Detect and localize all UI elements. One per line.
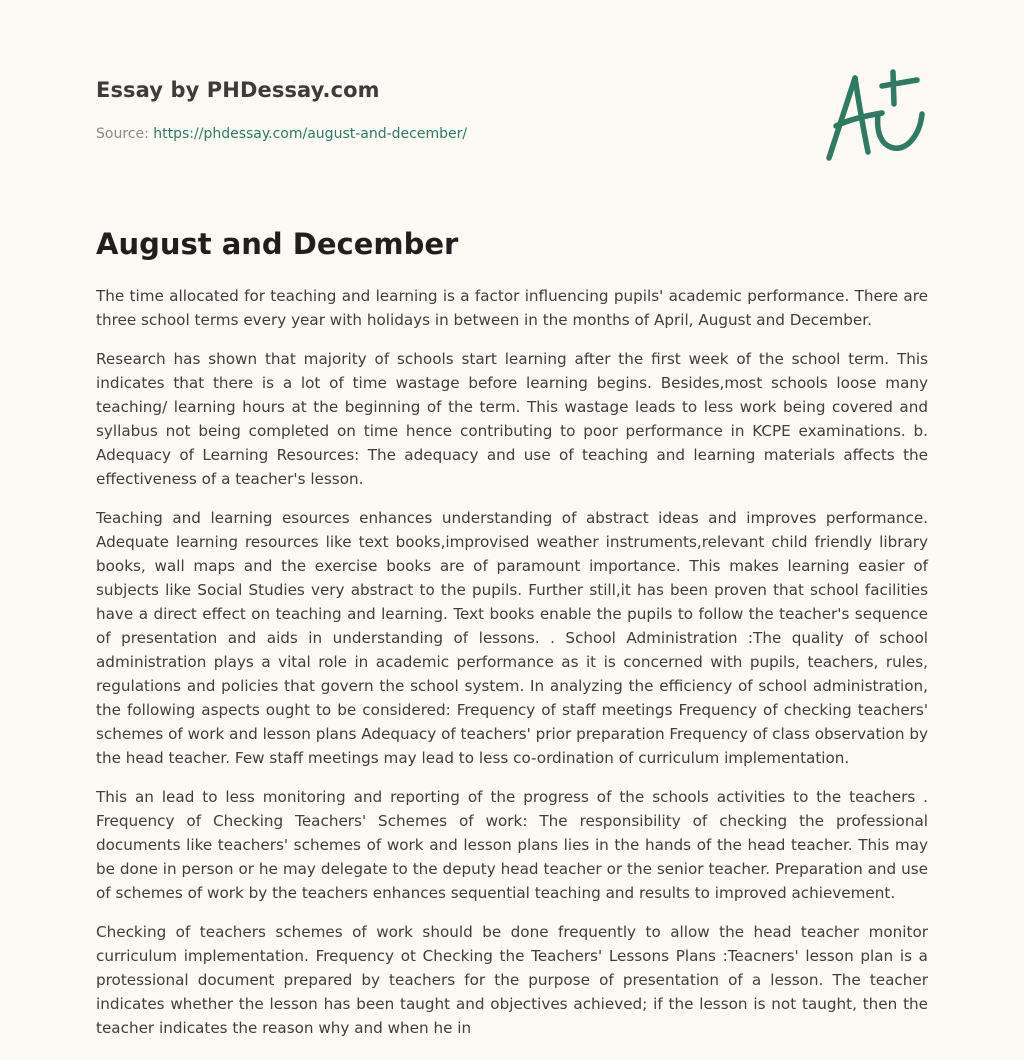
essay-title: August and December — [96, 227, 459, 261]
source-link[interactable]: https://phdessay.com/august-and-december/ — [153, 126, 468, 142]
essay-body — [96, 284, 928, 1055]
essay-paragraph: Teaching and learning esources enhances understanding of abstract ideas and improves performance. Adequate learning resources like text books,improvised weather instruments,relevant child friendly library books, wall maps and the exercise books are of paramount importance. This makes learning easier of subjects like Social Studies very abstract to the pupils. Further still,it has been proven that school facilities have a direct effect on teaching and learning. Text books enable the pupils to follow the teacher's sequence of presentation and aids in understanding of lessons. . School Administration :The quality of school administration plays a vital role in academic performance as it is concerned with pupils, teachers, rules, regulations and policies that govern the school system. In analyzing the efficiency of school administration, the following aspects ought to be considered: Frequency of staff meetings Frequency of checking teachers' schemes of work and lesson plans Adequacy of teachers' prior preparation Frequency of class observation by the head teacher. Few staff meetings may lead to less co-ordination of curriculum implementation. — [96, 509, 928, 767]
source-line — [96, 124, 796, 144]
essay-paragraph: The time allocated for teaching and learning is a factor influencing pupils' academic performance. There are three school terms every year with holidays in between in the months of April, August and December. — [96, 287, 928, 329]
source-label: Source: — [96, 126, 149, 142]
essay-paragraph: Research has shown that majority of schools start learning after the first week of the school term. This indicates that there is a lot of time wastage before learning begins. Besides,most schools loose many teaching/ learning hours at the beginning of the term. This wastage leads to less work being covered and syllabus not being completed on time hence contributing to poor performance in KCPE examinations. b. Adequacy of Learning Resources: The adequacy and use of teaching and learning materials affects the effectiveness of a teacher's lesson. — [96, 350, 928, 488]
site-brand: Essay by PHDessay.com — [96, 78, 380, 102]
essay-paragraph: Checking of teachers schemes of work should be done frequently to allow the head teacher monitor curriculum implementation. Frequency ot Checking the Teachers' Lessons Plans :Teacners' lesson plan is a protessional document prepared by teachers for the purpose of presentation of a lesson. The teacher indicates whether the lesson has been taught and objectives achieved; if the lesson is not taught, then the teacher indicates the reason why and when he in — [96, 923, 928, 1037]
essay-paragraph: This an lead to less monitoring and reporting of the progress of the schools activities to the teachers . Frequency of Checking Teachers' Schemes of work: The responsibility of checking the professional documents like teachers' schemes of work and lesson plans lies in the hands of the head teacher. This may be done in person or he may delegate to the deputy head teacher or the senior teacher. Preparation and use of schemes of work by the teachers enhances sequential teaching and results to improved achievement. — [96, 788, 928, 902]
a-plus-logo-icon — [820, 64, 930, 168]
header — [96, 74, 796, 144]
